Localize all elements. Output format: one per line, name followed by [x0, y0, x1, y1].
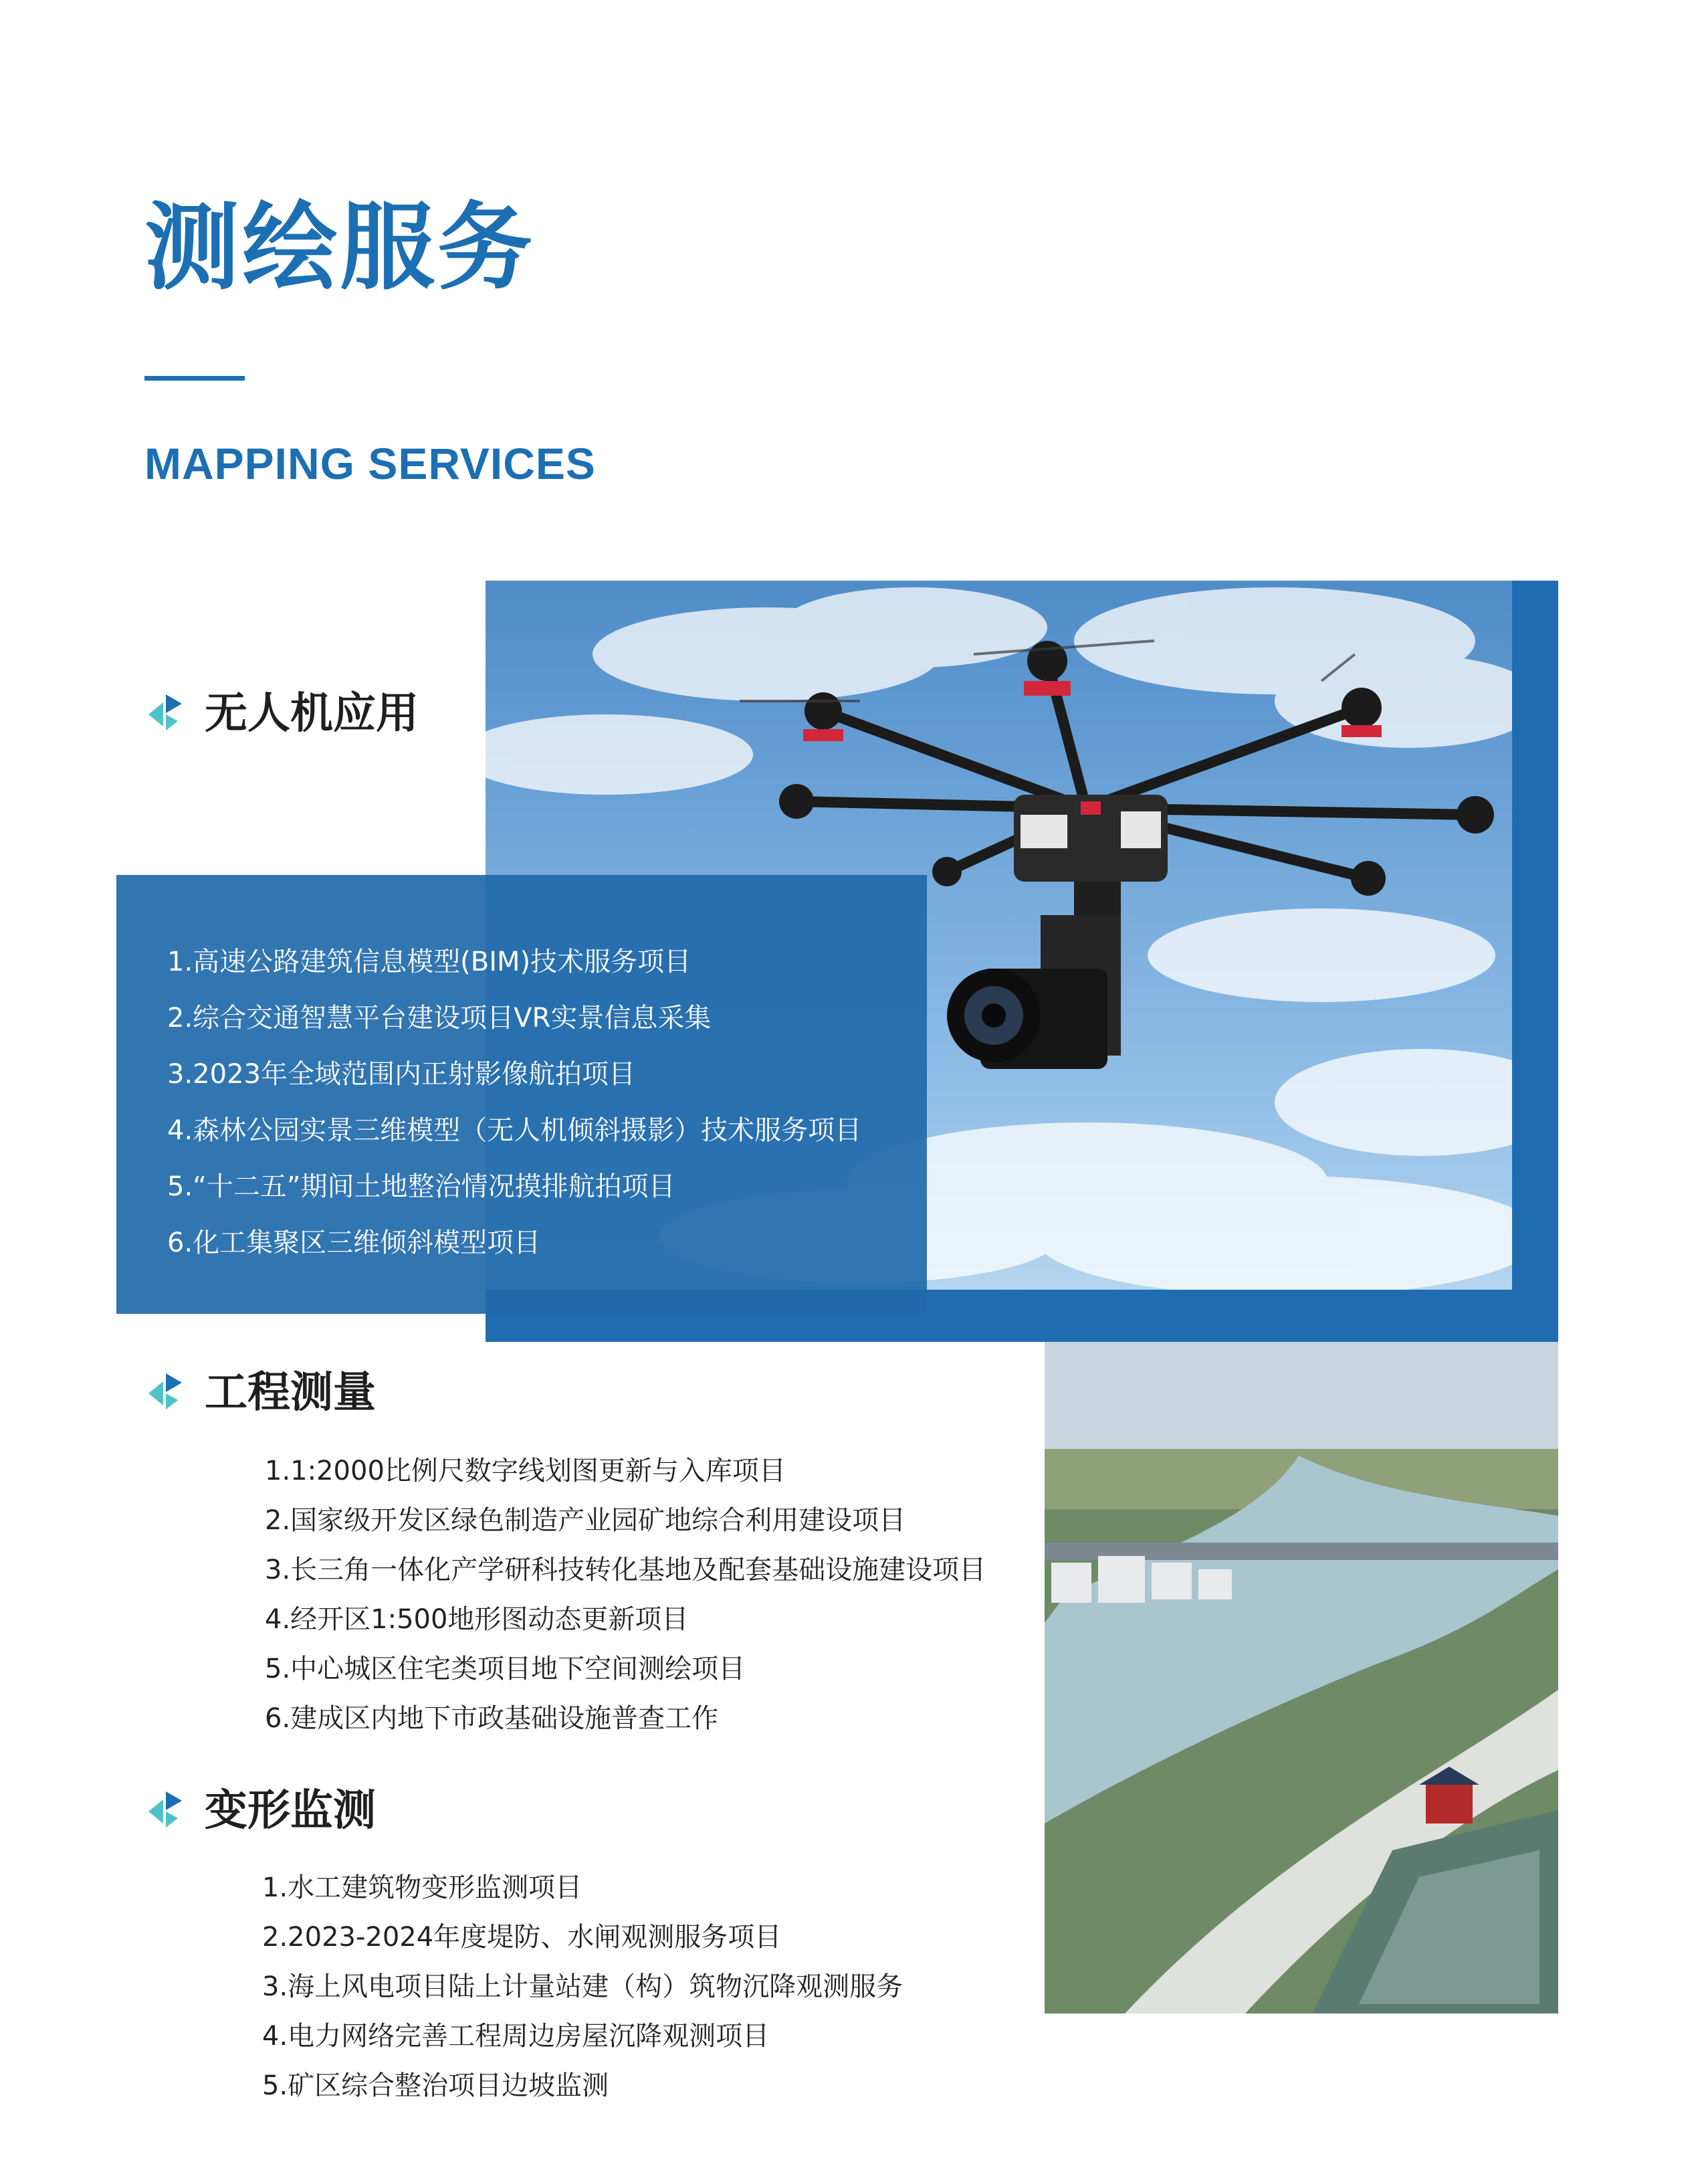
list-item: 5.“十二五”期间土地整治情况摸排航拍项目 [167, 1171, 675, 1202]
page-title: 测绘服务 [144, 193, 535, 303]
list-item: 1.水工建筑物变形监测项目 [262, 1872, 582, 1903]
list-item: 2.2023-2024年度堤防、水闸观测服务项目 [262, 1922, 782, 1953]
list-item: 6.化工集聚区三维倾斜模型项目 [167, 1227, 541, 1258]
section-title: 工程测量 [205, 1368, 376, 1417]
section-title: 变形监测 [205, 1786, 376, 1836]
section-marker-icon [148, 1373, 183, 1412]
section-heading-drone [148, 689, 419, 739]
section-heading-deformation [148, 1786, 376, 1836]
list-item: 2.国家级开发区绿色制造产业园矿地综合利用建设项目 [265, 1505, 906, 1536]
drone-projects-list [167, 934, 861, 1271]
section-title: 无人机应用 [205, 689, 419, 739]
list-item: 4.森林公园实景三维模型（无人机倾斜摄影）技术服务项目 [167, 1115, 862, 1146]
engineering-projects-list [265, 1446, 986, 1743]
deformation-projects-list [262, 1863, 903, 2110]
list-item: 1.高速公路建筑信息模型(BIM)技术服务项目 [167, 947, 691, 977]
list-item: 3.2023年全域范围内正射影像航拍项目 [167, 1059, 635, 1090]
river-photo [1045, 1342, 1558, 2013]
list-item: 5.矿区综合整治项目边坡监测 [262, 2070, 609, 2101]
section-marker-icon [148, 694, 183, 733]
section-marker-icon [148, 1791, 183, 1830]
list-item: 4.经开区1:500地形图动态更新项目 [265, 1604, 689, 1635]
title-divider [144, 376, 245, 381]
list-item: 3.长三角一体化产学研科技转化基地及配套基础设施建设项目 [265, 1555, 986, 1585]
list-item: 3.海上风电项目陆上计量站建（构）筑物沉降观测服务 [262, 1971, 903, 2002]
list-item: 6.建成区内地下市政基础设施普查工作 [265, 1703, 719, 1734]
drone-projects-panel [116, 875, 927, 1314]
page-subtitle: MAPPING SERVICES [144, 439, 596, 488]
list-item: 5.中心城区住宅类项目地下空间测绘项目 [265, 1654, 746, 1684]
list-item: 2.综合交通智慧平台建设项目VR实景信息采集 [167, 1003, 712, 1034]
list-item: 4.电力网络完善工程周边房屋沉降观测项目 [262, 2021, 770, 2052]
section-heading-engineering [148, 1368, 376, 1417]
list-item: 1.1:2000比例尺数字线划图更新与入库项目 [265, 1456, 786, 1486]
